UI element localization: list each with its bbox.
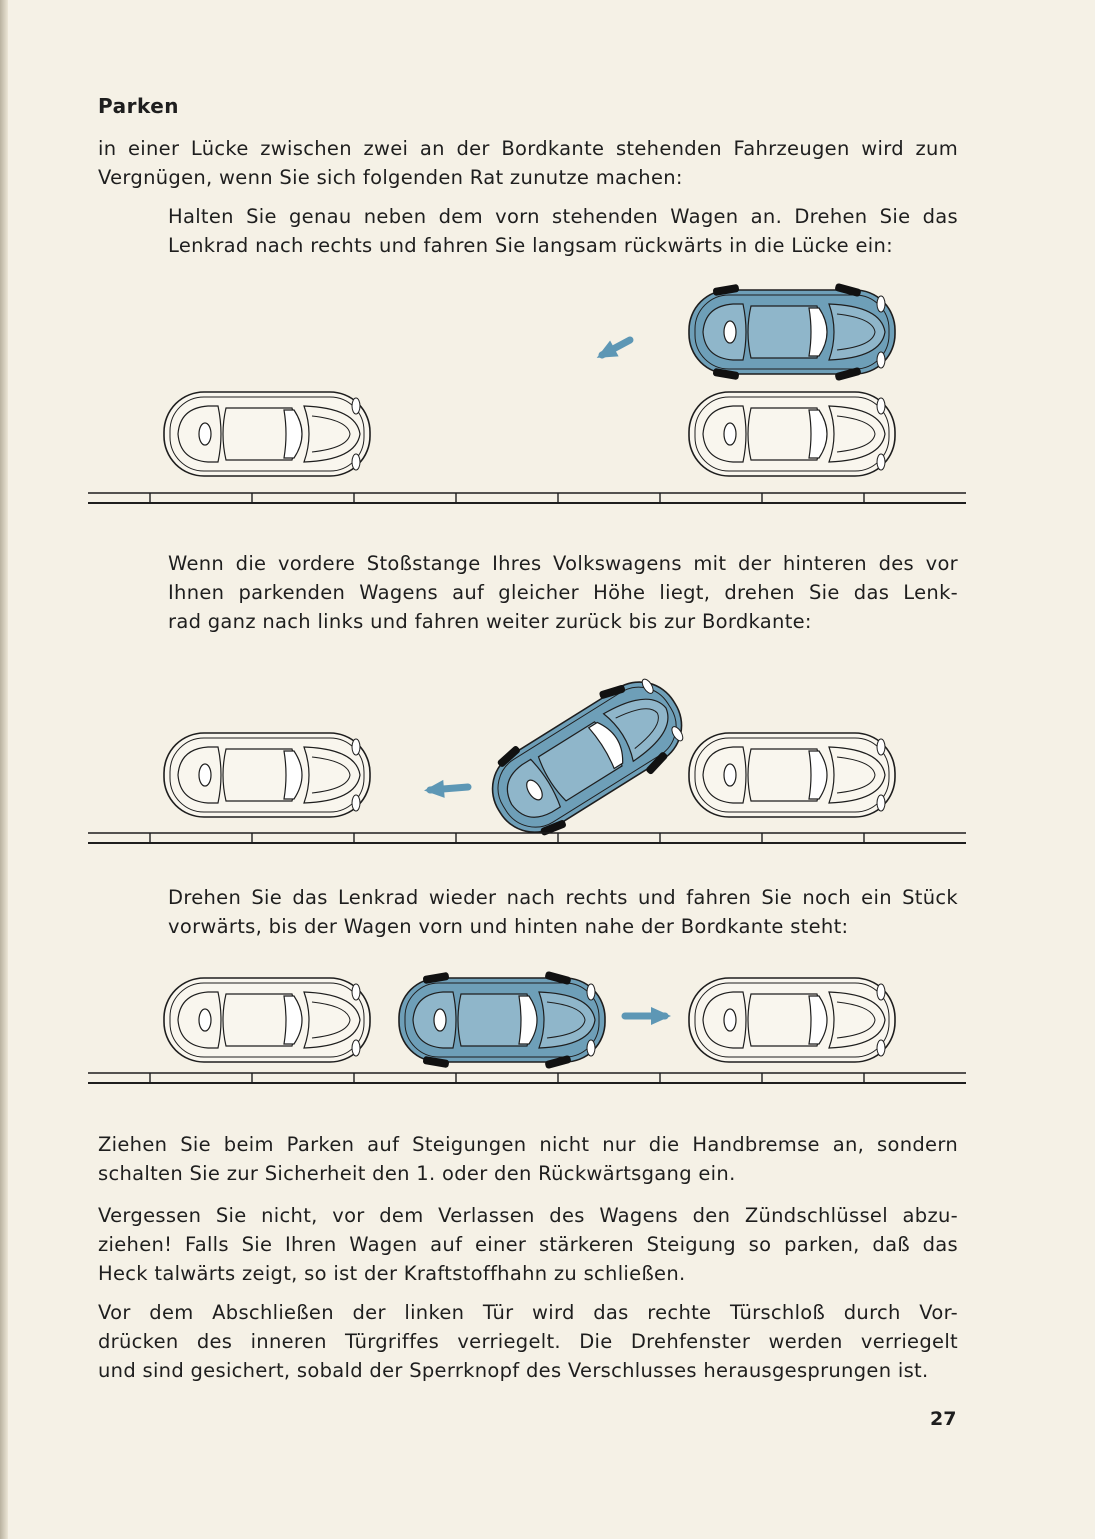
text-line: Vor dem Abschließen der linken Tür wird das rechte Türschloß durch Vor-: [98, 1301, 958, 1324]
step2-instruction: [168, 549, 958, 636]
page-number: 27: [930, 1408, 957, 1430]
step3-instruction: [168, 883, 958, 941]
car-maneuvering-blue: [474, 661, 701, 854]
curb-line: [88, 493, 966, 503]
section-heading: Parken: [98, 94, 180, 118]
arrow-head: [651, 1007, 671, 1025]
text-line: und sind gesichert, sobald der Sperrknopf des Verschlusses herausgesprungen ist.: [98, 1359, 929, 1382]
car-front-parked: [164, 733, 370, 817]
parking-step1-illustration: [80, 270, 980, 530]
curb-line: [88, 1073, 966, 1083]
text-line: Wenn die vordere Stoßstange Ihres Volkswagens mit der hinteren des vor: [168, 552, 958, 575]
curb-line: [88, 833, 966, 843]
text-line: rad ganz nach links und fahren weiter zurück bis zur Bordkante:: [168, 610, 812, 633]
car-maneuvering-blue: [689, 283, 895, 381]
text-line: Ihnen parkenden Wagens auf gleicher Höhe liegt, drehen Sie das Lenk-: [168, 581, 958, 604]
car-rear-parked: [689, 392, 895, 476]
tip-paragraph: [98, 1130, 958, 1188]
text-line: Drehen Sie das Lenkrad wieder nach rechts und fahren Sie noch ein Stück: [168, 886, 958, 909]
step1-instruction: [168, 202, 958, 260]
text-line: Halten Sie genau neben dem vorn stehenden Wagen an. Drehen Sie das: [168, 205, 958, 228]
arrow-head: [424, 780, 445, 798]
text-line: in einer Lücke zwischen zwei an der Bordkante stehenden Fahrzeugen wird zum: [98, 137, 958, 160]
intro-paragraph: [98, 134, 958, 192]
text-line: Vergnügen, wenn Sie sich folgenden Rat zunutze machen:: [98, 166, 683, 189]
tip-paragraph: [98, 1298, 958, 1385]
text-line: drücken des inneren Türgriffes verriegelt. Die Drehfenster werden verriegelt: [98, 1330, 958, 1353]
text-line: Ziehen Sie beim Parken auf Steigungen nicht nur die Handbremse an, sondern: [98, 1133, 958, 1156]
page-binding-edge: [0, 0, 8, 1539]
text-line: Heck talwärts zeigt, so ist der Kraftstoffhahn zu schließen.: [98, 1262, 686, 1285]
text-line: ziehen! Falls Sie Ihren Wagen auf einer stärkeren Steigung so parken, daß das: [98, 1233, 958, 1256]
text-line: Lenkrad nach rechts und fahren Sie langsam rückwärts in die Lücke ein:: [168, 234, 893, 257]
car-maneuvering-blue: [399, 971, 605, 1069]
car-front-parked: [164, 392, 370, 476]
text-line: vorwärts, bis der Wagen vorn und hinten nahe der Bordkante steht:: [168, 915, 849, 938]
text-line: schalten Sie zur Sicherheit den 1. oder den Rückwärtsgang ein.: [98, 1162, 736, 1185]
text-line: Vergessen Sie nicht, vor dem Verlassen des Wagens den Zündschlüssel abzu-: [98, 1204, 958, 1227]
car-rear-parked: [689, 978, 895, 1062]
parking-step2-illustration: [80, 650, 980, 910]
car-rear-parked: [689, 733, 895, 817]
tip-paragraph: [98, 1201, 958, 1288]
car-front-parked: [164, 978, 370, 1062]
